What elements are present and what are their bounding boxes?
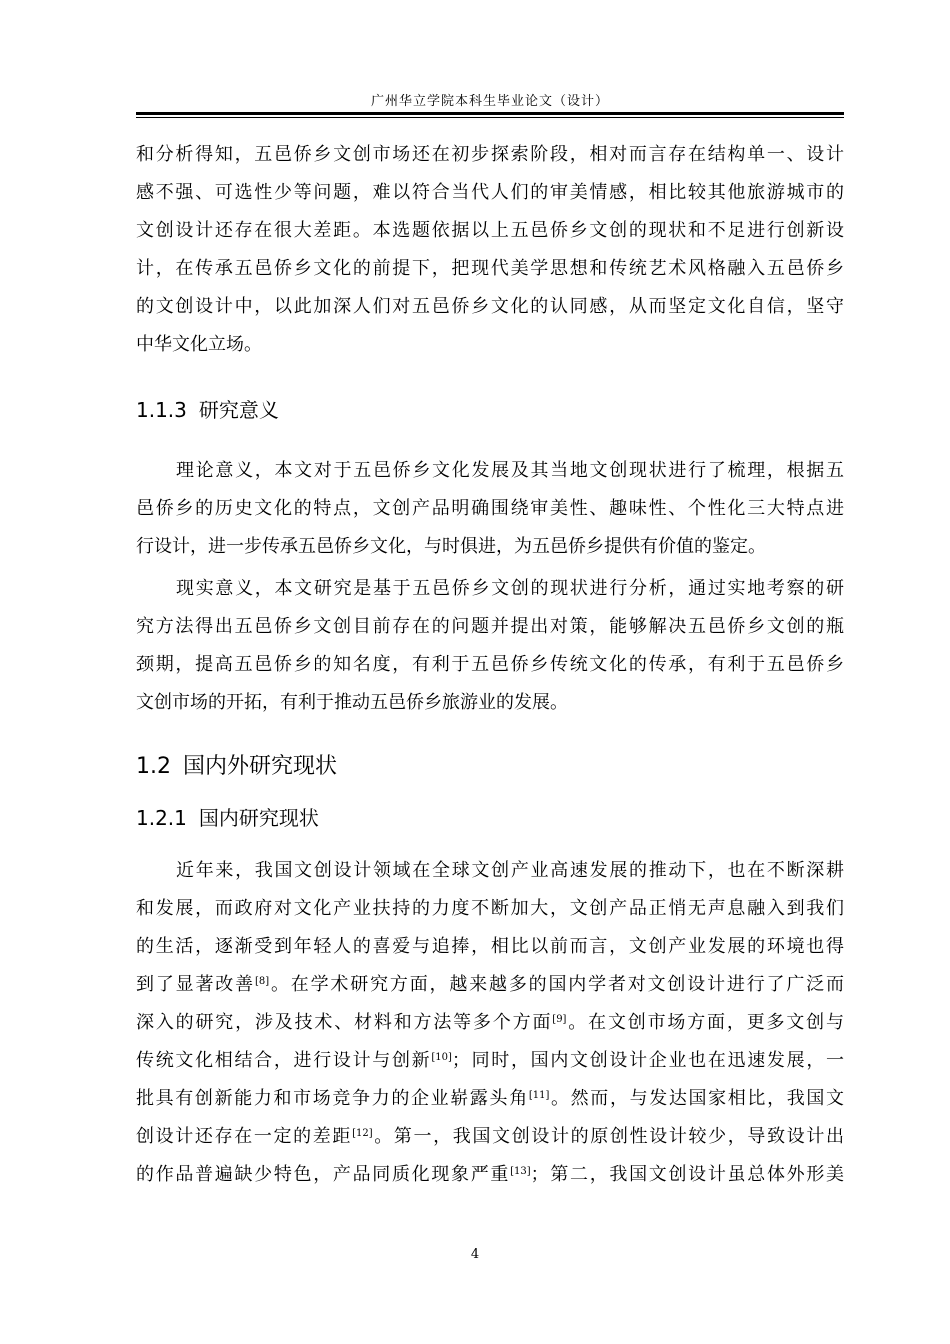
section-title: 国内外研究现状 — [183, 754, 338, 779]
section-number: 1.2.1 — [136, 806, 187, 830]
paragraph-line: 中华文化立场。 — [136, 334, 262, 355]
text-run: 传统文化相结合，进行设计与创新 — [136, 1050, 432, 1071]
text-run: 。第一，我国文创设计的原创性设计较少，导致设计出 — [372, 1126, 844, 1147]
text-run: 深入的研究，涉及技术、材料和方法等多个方面 — [136, 1012, 553, 1033]
citation-ref: [9] — [552, 1014, 567, 1025]
paragraph-line: 的文创设计中，以此加深人们对五邑侨乡文化的认同感，从而坚定文化自信，坚守 — [136, 296, 844, 317]
paragraph-line: 的生活，逐渐受到年轻人的喜爱与追捧，相比以前而言，文创产业发展的环境也得 — [136, 936, 844, 957]
text-run: 批具有创新能力和市场竞争力的企业崭露头角 — [136, 1088, 529, 1109]
paragraph-line: 文创市场的开拓，有利于推动五邑侨乡旅游业的发展。 — [136, 692, 568, 713]
paragraph-line: 行设计，进一步传承五邑侨乡文化，与时俱进，为五邑侨乡提供有价值的鉴定。 — [136, 536, 766, 557]
text-run: ；同时，国内文创设计企业也在迅速发展，一 — [451, 1050, 845, 1071]
paragraph-line — [136, 1122, 844, 1152]
citation-ref: [10] — [431, 1052, 452, 1063]
section-heading-1-2-1 — [136, 802, 319, 834]
section-number: 1.2 — [136, 754, 171, 779]
section-title: 研究意义 — [198, 398, 279, 422]
section-heading-1-1-3 — [136, 394, 279, 426]
page-number: 4 — [470, 1247, 480, 1262]
paragraph-line: 计，在传承五邑侨乡文化的前提下，把现代美学思想和传统艺术风格融入五邑侨乡 — [136, 258, 844, 279]
text-run: 。在学术研究方面，越来越多的国内学者对文创设计进行了广泛而 — [269, 974, 845, 995]
paragraph-line: 究方法得出五邑侨乡文创目前存在的问题并提出对策，能够解决五邑侨乡文创的瓶 — [136, 616, 844, 637]
paragraph-line: 感不强、可选性少等问题，难以符合当代人们的审美情感，相比较其他旅游城市的 — [136, 182, 844, 203]
paragraph-line — [136, 970, 844, 1000]
section-heading-1-2 — [136, 749, 337, 785]
paragraph-line: 和分析得知，五邑侨乡文创市场还在初步探索阶段，相对而言存在结构单一、设计 — [136, 144, 844, 165]
paragraph-line: 理论意义，本文对于五邑侨乡文化发展及其当地文创现状进行了梳理，根据五 — [176, 460, 844, 481]
header-rule — [136, 112, 844, 115]
section-title: 国内研究现状 — [198, 806, 319, 830]
text-run: 到了显著改善 — [136, 974, 255, 995]
text-run: 的作品普遍缺少特色，产品同质化现象严重 — [136, 1164, 511, 1185]
paragraph-line: 邑侨乡的历史文化的特点，文创产品明确围绕审美性、趣味性、个性化三大特点进 — [136, 498, 844, 519]
citation-ref: [12] — [352, 1128, 373, 1139]
header-rule-thin — [136, 117, 844, 118]
citation-ref: [13] — [510, 1166, 531, 1177]
paragraph-line: 文创设计还存在很大差距。本选题依据以上五邑侨乡文创的现状和不足进行创新设 — [136, 220, 844, 241]
paragraph-line — [136, 1008, 844, 1038]
paragraph-line — [136, 1046, 844, 1076]
paragraph-line: 近年来，我国文创设计领域在全球文创产业高速发展的推动下，也在不断深耕 — [176, 860, 844, 881]
paragraph-line: 和发展，而政府对文化产业扶持的力度不断加大，文创产品正悄无声息融入到我们 — [136, 898, 844, 919]
text-run: 。然而，与发达国家相比，我国文 — [549, 1088, 845, 1109]
paragraph-line: 颈期，提高五邑侨乡的知名度，有利于五邑侨乡传统文化的传承，有利于五邑侨乡 — [136, 654, 844, 675]
text-run: 创设计还存在一定的差距 — [136, 1126, 353, 1147]
text-run: ；第二，我国文创设计虽总体外形美 — [530, 1164, 845, 1185]
paragraph-line — [136, 1084, 844, 1114]
citation-ref: [11] — [528, 1090, 550, 1101]
paragraph-line — [136, 1160, 844, 1190]
section-number: 1.1.3 — [136, 398, 187, 422]
running-header: 广州华立学院本科生毕业论文（设计） — [370, 94, 609, 109]
text-run: 。在文创市场方面，更多文创与 — [566, 1012, 844, 1033]
citation-ref: [8] — [254, 976, 270, 987]
paragraph-line: 现实意义，本文研究是基于五邑侨乡文创的现状进行分析，通过实地考察的研 — [176, 578, 844, 599]
